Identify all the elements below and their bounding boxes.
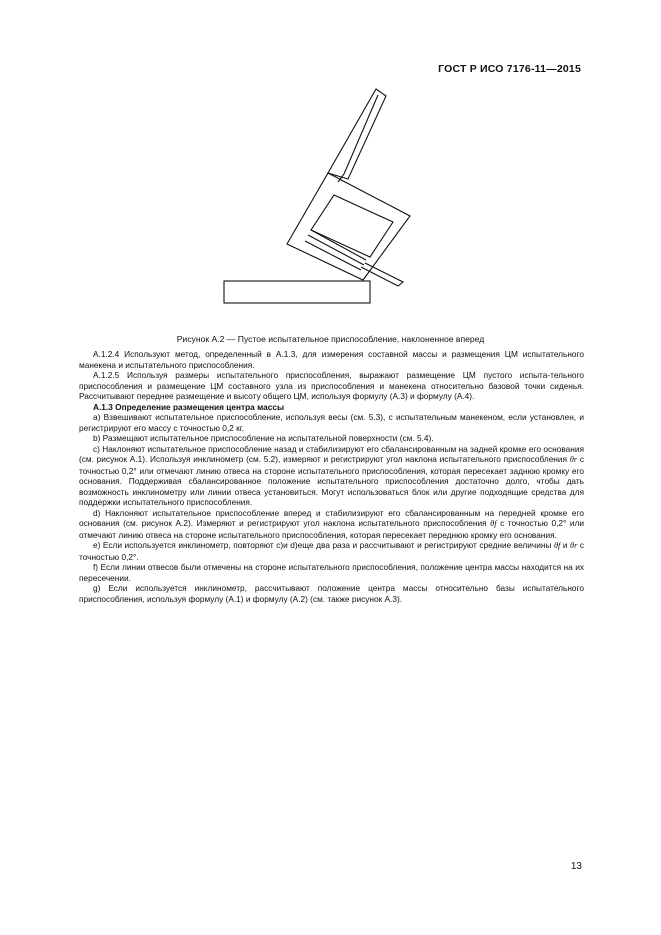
list-item-a: а) Взвешивают испытательное приспособление, используя весы (см. 5.3), с испытательным манекеном, если установлен, и регистрируют его массу с точностью 0,2 кг. [79,412,584,433]
list-item-e-text-1: е) Если используется инклинометр, повторяют с)и d)еще два раза и рассчитывают и регистрируют средние величины [93,540,552,550]
list-item-c-text-2: с точностью 0,2° или отмечают линию отвеса на стороне испытательного приспособления, которая пересекает заднюю кромку его основания. Поддерживая сбалансированное положение испытательного приспособления достаточно долго, чтобы дать возможность инклинометру или линии отвеса установиться. Могут использоваться блок или другие подходящие средства для поддержки испытательного приспособления. [79,454,584,507]
theta-f-symbol: θf [490,519,497,528]
list-item-f: f) Если линии отвесов были отмечены на стороне испытательного приспособления, положение центра массы находится на их пересечении. [79,562,584,583]
page-number: 13 [570,861,582,872]
seat-frame-inner [311,195,393,257]
list-item-e-text-2: с точностью 0,2°. [79,540,585,562]
theta-r-symbol: θr [570,541,578,550]
list-item-d [79,508,584,541]
paragraph-a-1-2-4: А.1.2.4 Используют метод, определенный в А.1.3, для измерения составной массы и размещения ЦМ испытательного манекена и испытательного приспособления. [79,349,584,370]
theta-r-symbol: θr [569,455,578,464]
paragraph-a-1-2-5: А.1.2.5 Используя размеры испытательного приспособления, выражают размещение ЦМ пустого испыта-тельного приспособления и размещение ЦМ составного узла из приспособления и манекена относительно базовой точки сиденья. Рассчитывают переднее размещение и высоту общего ЦМ, используя формулу (А.3) и формулу (А.4). [79,370,584,401]
list-item-c [79,444,584,508]
mass-block-line-1 [311,230,366,260]
backrest-inner-line [338,95,378,182]
list-item-c-text-1: с) Наклоняют испытательное приспособление назад и стабилизируют его сбалансированным на задней кромке его основания (см. рисунок А.1). Используя инклинометр (см. 5.2), измеряют и регистрируют угол наклона испытательного приспособления [79,443,584,464]
list-item-d-text-2: с точностью 0,2° или отмечают линию отвеса на стороне испытательного приспособления, которая пересекает переднюю кромку его основания. [79,518,584,540]
section-heading-a-1-3: А.1.3 Определение размещения центра массы [93,401,285,412]
list-item-g: g) Если используется инклинометр, рассчитывают положение центра массы относительно базы испытательного приспособления, используя формулу (А.1) и формулу (А.2) (см. также рисунок А.3). [79,583,584,604]
document-header: ГОСТ Р ИСО 7176-11—2015 [438,63,581,75]
list-item-d-text-1: d) Наклоняют испытательное приспособление вперед и стабилизируют его сбалансированным на передней кромке его основания (см. рисунок А.2). Измеряют и регистрируют угол наклона испытательного приспособления [79,507,584,528]
base-plank [224,281,370,303]
figure-caption: Рисунок А.2 — Пустое испытательное приспособление, наклоненное вперед [176,334,485,344]
list-item-e-and: и [562,540,568,550]
backrest-outline [328,89,386,179]
body-text [79,349,584,604]
list-item-b: b) Размещают испытательное приспособление на испытательной поверхности (см. 5.4). [93,433,434,443]
test-fixture-figure [215,85,415,310]
list-item-e [79,540,584,562]
theta-f-symbol: θf [553,541,561,550]
